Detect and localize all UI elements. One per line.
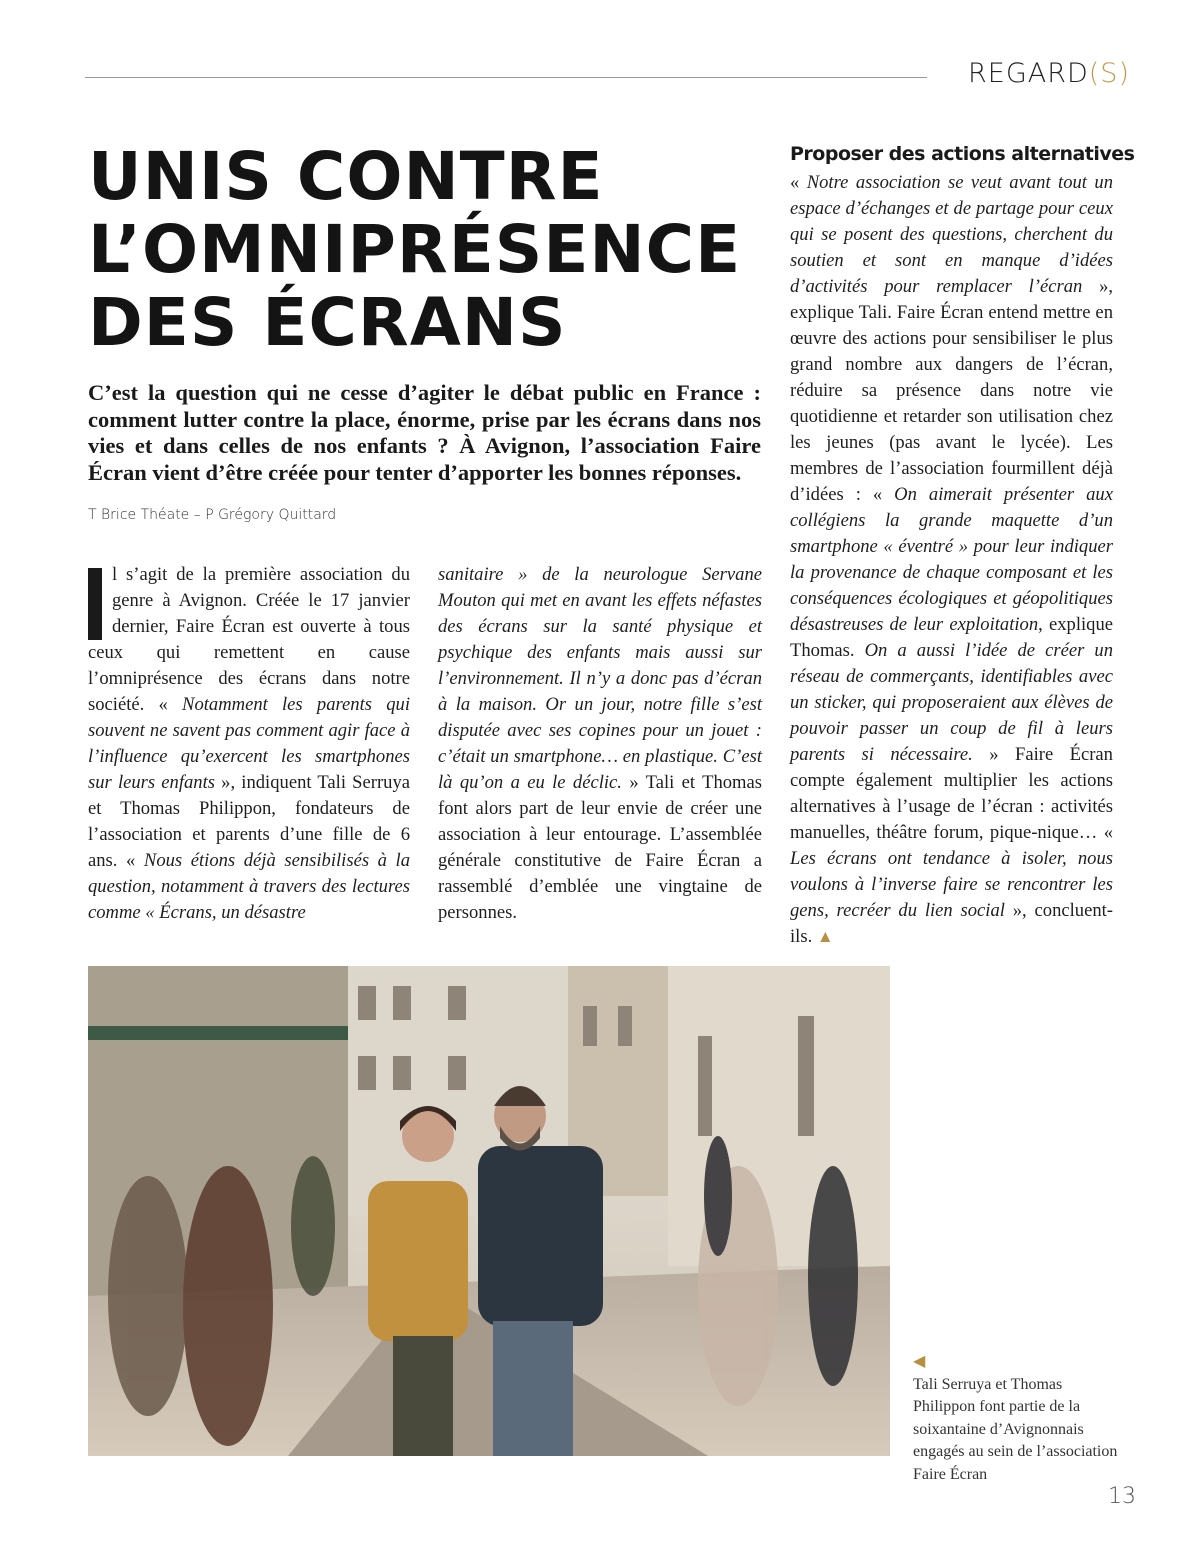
- page-number: 13: [1108, 1484, 1136, 1509]
- body-column-2: [438, 562, 762, 926]
- street-photo: [88, 966, 890, 1456]
- quote-text: sanitaire » de la neurologue Servane Mouton qui met en avant les effets néfastes des écrans sur la santé physique et psychique des enfants mais aussi sur l’environnement. Il n’y a donc pas d’écran à la maison. Or un jour, notre fille s’est disputée avec ses copines pour un jouet : c’était un smartphone… en plastique. C’est là qu’on a eu le déclic.: [438, 564, 762, 793]
- quote-text: Notamment les parents qui souvent ne savent pas comment agir face à l’influence qu’exercent les smartphones sur leurs enfants: [88, 694, 410, 793]
- body-text: » Tali et Thomas font alors part de leur envie de créer une association à leur entourage. L’assemblée générale constitutive de Faire Écran a rassemblé d’emblée une vingtaine de personnes.: [438, 772, 762, 923]
- photo-illustration: [88, 966, 890, 1456]
- column-text: [88, 564, 410, 923]
- quote-text: Nous étions déjà sensibilisés à la question, notamment à travers des lectures comme « Écrans, un désastre: [88, 850, 410, 923]
- body-text: », concluent-ils.: [790, 900, 1113, 947]
- body-text: », explique Tali. Faire Écran entend mettre en œuvre des actions pour sensibiliser le plus grand nombre aux dangers de l’écran, réduire sa présence dans notre vie quotidienne et retarder son utilisation chez les jeunes (pas avant le lycée). Les membres de l’association fourmillent déjà d’idées : «: [790, 276, 1114, 505]
- column-text: [790, 172, 1113, 947]
- quote-text: On a aussi l’idée de créer un réseau de commerçants, identifiables avec un sticker, qui proposeraient aux élèves de pouvoir passer un coup de fil à leurs parents si nécessaire.: [790, 640, 1113, 765]
- end-mark-icon: ▲: [816, 927, 834, 946]
- quote-text: Les écrans ont tendance à isoler, nous voulons à l’inverse faire se rencontrer les gens, recréer du lien social: [790, 848, 1113, 921]
- title-line: UNIS CONTRE: [88, 138, 604, 215]
- body-text: «: [790, 172, 807, 193]
- body-column-3: [790, 170, 1113, 950]
- drop-cap-i: [88, 568, 102, 640]
- body-column-1: [88, 562, 410, 926]
- caption-arrow-icon: ◀: [913, 1353, 926, 1370]
- quote-text: On aimerait présenter aux collégiens la grande maquette d’un smartphone « éventré » pour leur indiquer la provenance de chaque composant et les conséquences écologiques et géopolitiques désastreuses de leur exploitation: [790, 484, 1113, 635]
- body-text: , explique Thomas.: [790, 614, 1114, 661]
- photo-caption: [913, 1351, 1123, 1486]
- title-line: DES ÉCRANS: [88, 284, 567, 361]
- section-title: [968, 58, 1130, 89]
- column-text: [438, 564, 762, 923]
- section-title-main: REGARD: [968, 58, 1089, 89]
- section-title-accent: (S): [1088, 58, 1130, 89]
- header-rule: [85, 77, 927, 78]
- article-title: [88, 140, 788, 359]
- body-text: » Faire Écran compte également multiplier les actions alternatives à l’usage de l’écran : activités manuelles, théâtre forum, pique-nique… «: [790, 744, 1113, 843]
- article-lede: C’est la question qui ne cesse d’agiter le débat public en France : comment lutter contre la place, énorme, prise par les écrans dans nos vies et dans celles de nos enfants ? À Avignon, l’association Faire Écran vient d’être créée pour tenter d’apporter les bonnes réponses.: [88, 380, 761, 485]
- body-text: », indiquent Tali Serruya et Thomas Philippon, fondateurs de l’association et parents d’une fille de 6 ans. «: [88, 772, 411, 871]
- article-credit: T Brice Théate – P Grégory Quittard: [88, 507, 337, 523]
- quote-text: Notre association se veut avant tout un espace d’échanges et de partage pour ceux qui se posent des questions, cherchent du soutien et sont en manque d’idées d’activités pour remplacer l’écran: [790, 172, 1113, 297]
- caption-text: Tali Serruya et Thomas Philippon font partie de la soixantaine d’Avignonnais engagés au sein de l’association Faire Écran: [913, 1375, 1118, 1483]
- subheading: Proposer des actions alternatives: [790, 143, 1135, 165]
- title-line: L’OMNIPRÉSENCE: [88, 211, 742, 288]
- body-text: l s’agit de la première association du genre à Avignon. Créée le 17 janvier dernier, Faire Écran est ouverte à tous ceux qui remettent en cause l’omniprésence des écrans dans notre société. «: [88, 564, 410, 715]
